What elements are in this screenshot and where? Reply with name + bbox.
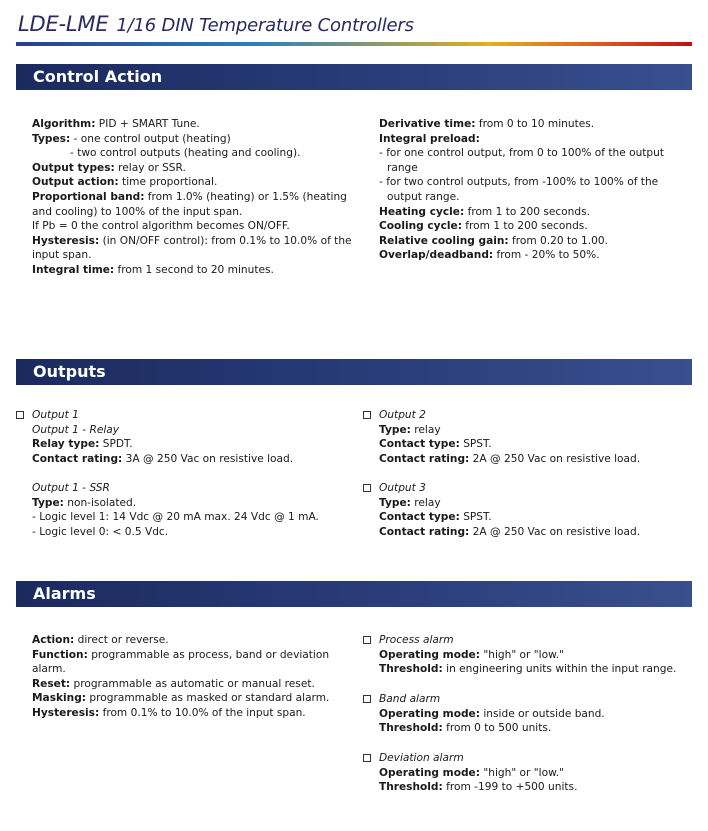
section-band-control-action	[16, 64, 692, 90]
spec-line: Action: direct or reverse.	[32, 634, 169, 646]
spec-line: Derivative time: from 0 to 10 minutes.	[379, 118, 595, 130]
spec-line: Threshold: from 0 to 500 units.	[379, 722, 552, 735]
spec-line: Contact type: SPST.	[379, 511, 492, 524]
spec-line: - two control outputs (heating and cooling).	[70, 147, 301, 160]
checkbox-bullet	[363, 695, 371, 703]
section-band-alarms	[16, 581, 692, 607]
header-rule	[16, 42, 692, 46]
spec-line: If Pb = 0 the control algorithm becomes ON/OFF.	[32, 220, 290, 233]
control-action-left	[32, 117, 362, 278]
spec-line: - Logic level 1: 14 Vdc @ 20 mA max. 24 Vdc @ 1 mA.	[32, 511, 319, 524]
alarms-left	[32, 633, 362, 721]
spec-line: Integral preload:	[379, 132, 480, 145]
spec-line: Relative cooling gain: from 0.20 to 1.00.	[379, 234, 608, 247]
product-subtitle: 1/16 DIN Temperature Controllers	[116, 15, 414, 36]
output-3-name: Output 3	[379, 482, 426, 494]
spec-line: Reset: programmable as automatic or manual reset.	[32, 677, 315, 690]
spec-line: Cooling cycle: from 1 to 200 seconds.	[379, 220, 588, 233]
spec-line: - for two control outputs, from -100% to 100% of the	[379, 176, 659, 189]
section-band-outputs	[16, 359, 692, 385]
output-1-relay-name: Output 1 - Relay	[32, 423, 120, 436]
spec-line: Output action: time proportional.	[32, 176, 218, 189]
checkbox-bullet	[363, 754, 371, 762]
spec-line: Types: - one control output (heating)	[32, 132, 231, 145]
spec-line: Hysteresis: from 0.1% to 10.0% of the input span.	[32, 706, 306, 719]
spec-line: Hysteresis: (in ON/OFF control): from 0.1% to 10.0% of the	[32, 234, 352, 247]
section-title-alarms: Alarms	[33, 584, 96, 603]
checkbox-bullet	[363, 484, 371, 492]
spec-line: Type: relay	[379, 496, 441, 509]
output-1	[16, 408, 356, 539]
spec-line: Operating mode: inside or outside band.	[379, 707, 605, 720]
band-alarm-name: Band alarm	[379, 693, 441, 705]
process-alarm-name: Process alarm	[379, 634, 454, 646]
spec-line: Contact rating: 2A @ 250 Vac on resistive load.	[379, 525, 641, 538]
deviation-alarm	[363, 751, 693, 795]
checkbox-bullet	[16, 411, 24, 419]
spec-line: Relay type: SPDT.	[32, 438, 133, 451]
spec-line: Integral time: from 1 second to 20 minutes.	[32, 263, 274, 276]
output-1-name: Output 1	[32, 409, 79, 421]
spec-line: Threshold: from -199 to +500 units.	[379, 781, 578, 794]
section-title-control-action: Control Action	[33, 67, 163, 86]
spec-line: and cooling) to 100% of the input span.	[32, 205, 243, 218]
output-3	[363, 481, 693, 539]
product-code: LDE-LME	[18, 12, 109, 36]
section-title-outputs: Outputs	[33, 362, 106, 381]
spec-line: - for one control output, from 0 to 100% of the output	[379, 147, 665, 160]
spec-line: Overlap/deadband: from - 20% to 50%.	[379, 249, 600, 262]
spec-line: Type: non-isolated.	[32, 496, 137, 509]
spec-line: Operating mode: "high" or "low."	[379, 648, 564, 661]
band-alarm	[363, 692, 693, 736]
spec-line: Contact type: SPST.	[379, 438, 492, 451]
spec-line: Contact rating: 3A @ 250 Vac on resistive load.	[32, 452, 294, 465]
spec-line: input span.	[32, 249, 92, 262]
checkbox-bullet	[363, 636, 371, 644]
spec-line: alarm.	[32, 663, 66, 676]
process-alarm	[363, 633, 693, 677]
spec-line: output range.	[387, 190, 460, 203]
spec-line: Output types: relay or SSR.	[32, 161, 186, 174]
checkbox-bullet	[363, 411, 371, 419]
deviation-alarm-name: Deviation alarm	[379, 752, 464, 764]
spec-line: - Logic level 0: < 0.5 Vdc.	[32, 525, 169, 538]
spec-line: Masking: programmable as masked or standard alarm.	[32, 692, 330, 705]
page-title	[18, 12, 414, 36]
spec-line: Function: programmable as process, band or deviation	[32, 648, 330, 661]
spec-line: Type: relay	[379, 423, 441, 436]
spec-line: Threshold: in engineering units within the input range.	[379, 663, 677, 676]
spec-line: Proportional band: from 1.0% (heating) or 1.5% (heating	[32, 190, 347, 203]
spec-line: range	[387, 161, 418, 174]
spec-line: Contact rating: 2A @ 250 Vac on resistive load.	[379, 452, 641, 465]
spec-line: Operating mode: "high" or "low."	[379, 766, 564, 779]
spec-line: Heating cycle: from 1 to 200 seconds.	[379, 205, 590, 218]
output-1-ssr-name: Output 1 - SSR	[32, 481, 110, 494]
output-2	[363, 408, 693, 466]
spec-line: Algorithm: PID + SMART Tune.	[32, 118, 200, 130]
control-action-right	[379, 117, 689, 263]
output-2-name: Output 2	[379, 409, 426, 421]
